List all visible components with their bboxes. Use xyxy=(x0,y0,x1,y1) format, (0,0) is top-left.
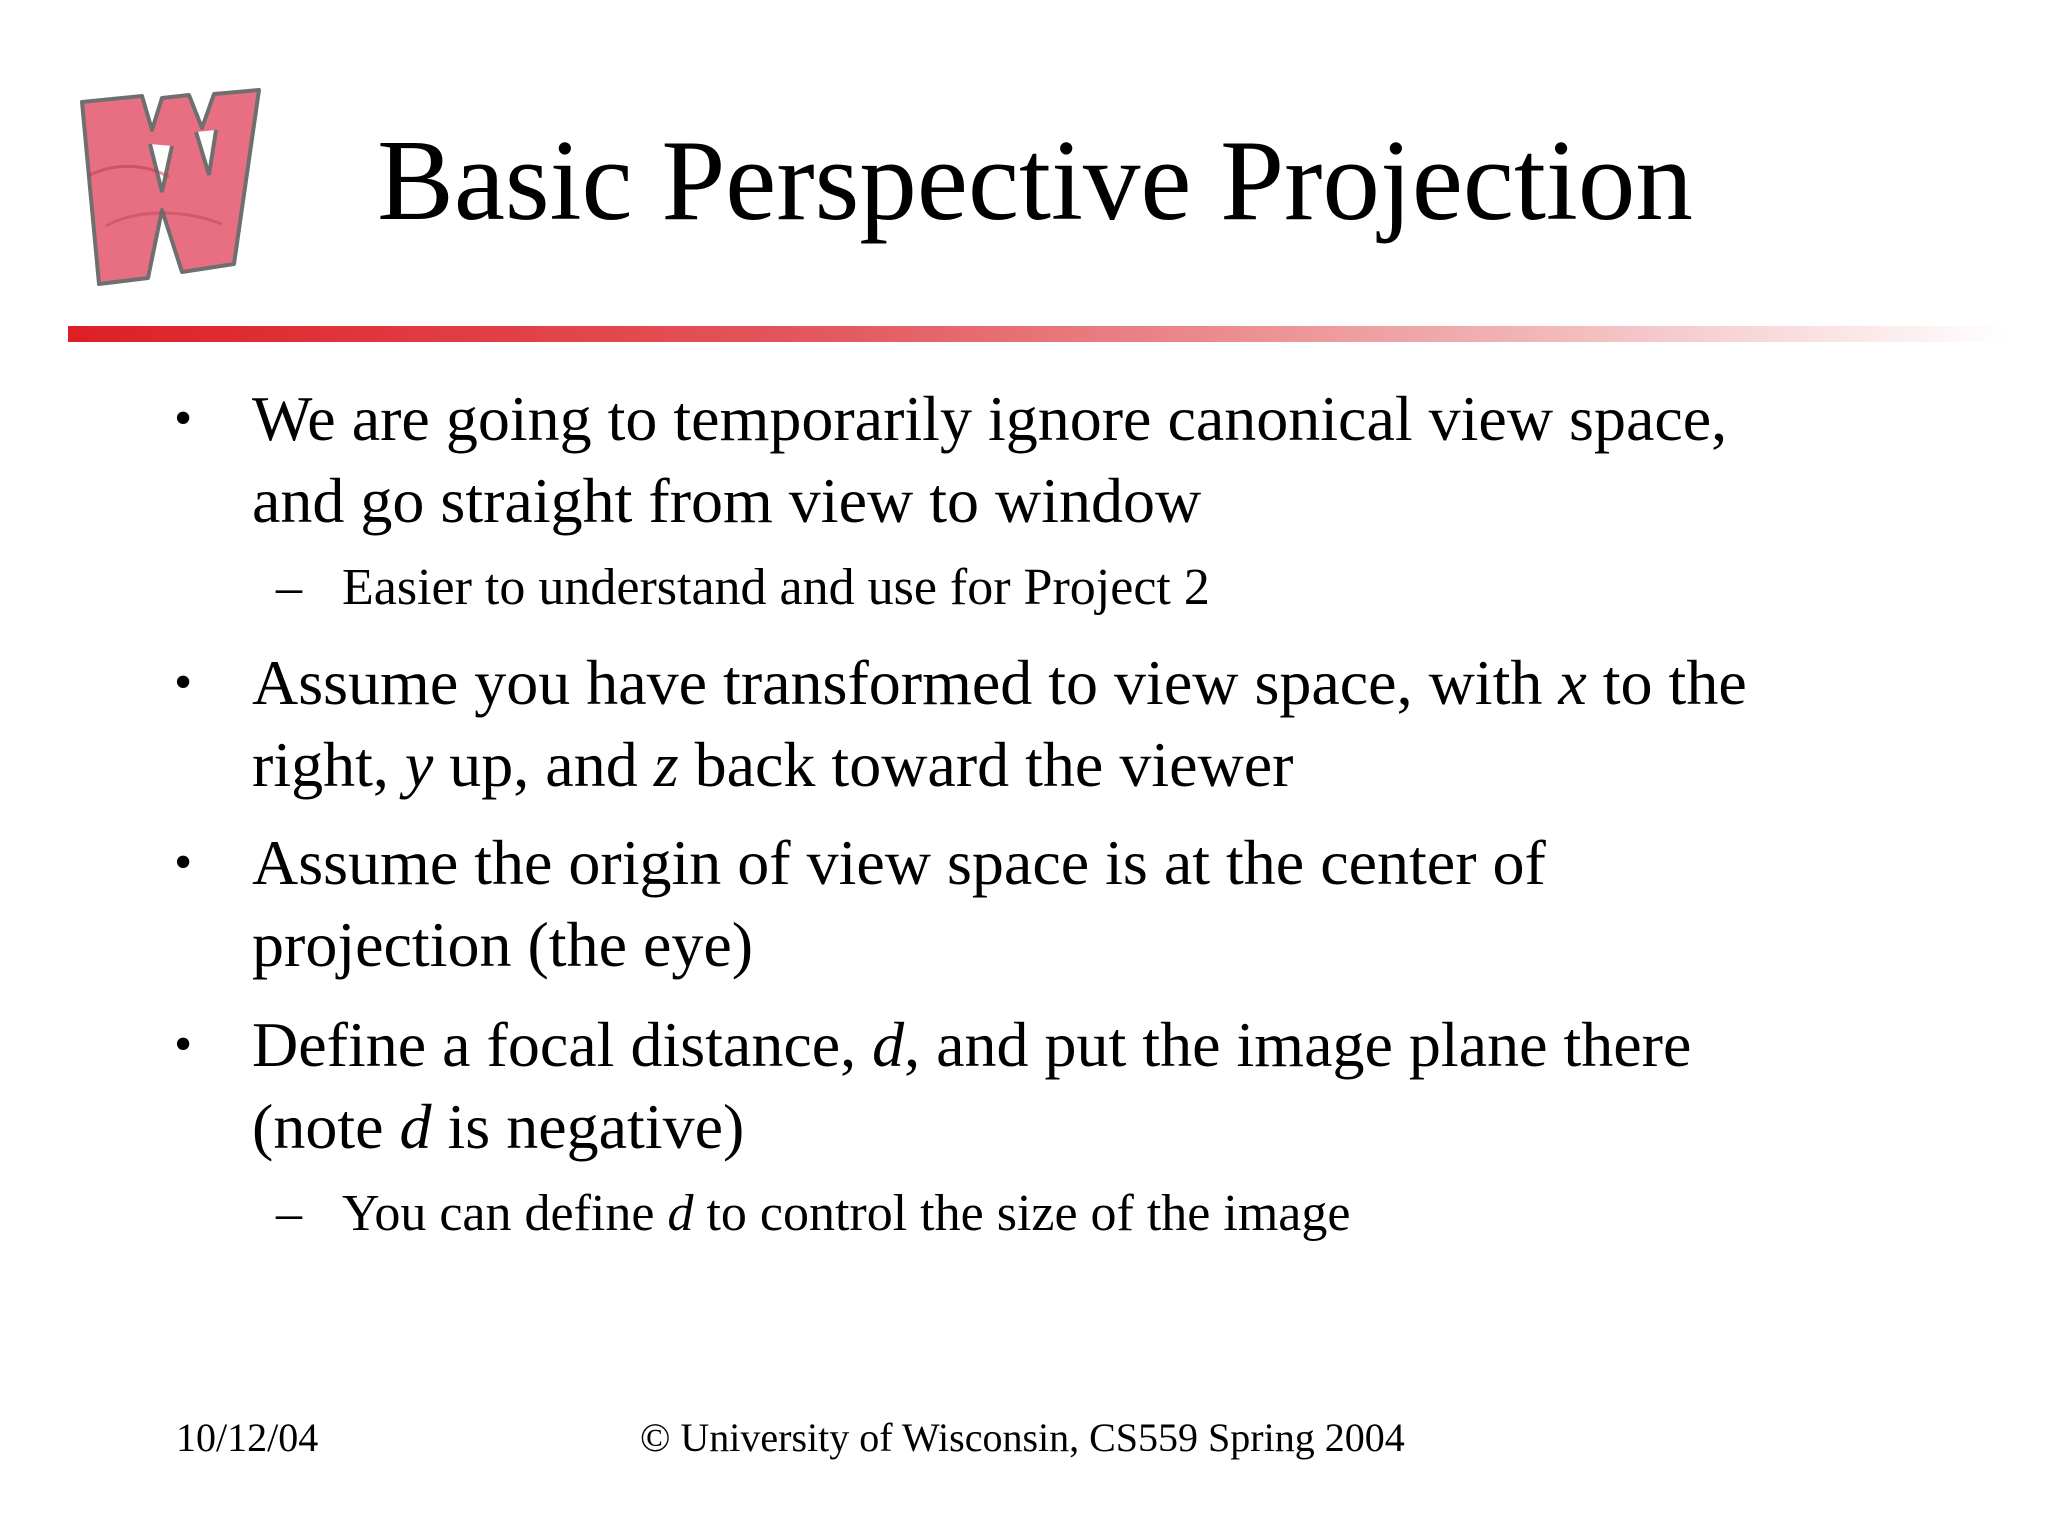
bullet-marker: • xyxy=(174,390,193,447)
bullet-item xyxy=(174,642,1912,806)
bullet-text: , and put the image plane there xyxy=(904,1009,1692,1080)
bullet-line: projection (the eye) xyxy=(252,909,754,980)
variable-d: d xyxy=(399,1091,432,1162)
bullet-text: Assume you have transformed to view space, with xyxy=(252,647,1559,718)
bullet-text: (note xyxy=(252,1091,400,1162)
slide-title: Basic Perspective Projection xyxy=(377,117,1693,244)
bullet-item xyxy=(174,1004,1912,1168)
variable-y: y xyxy=(404,729,434,800)
bullet-marker: • xyxy=(174,834,193,891)
bullet-text: back toward the viewer xyxy=(678,729,1294,800)
variable-z: z xyxy=(653,729,679,800)
sub-bullet-text: Easier to understand and use for Project 2 xyxy=(342,559,1210,616)
bullet-marker: • xyxy=(174,654,193,711)
sub-bullet-item xyxy=(276,1180,1842,1248)
footer-date: 10/12/04 xyxy=(176,1415,319,1460)
sub-bullet-marker: – xyxy=(276,1185,302,1242)
sub-bullet-text: to control the size of the image xyxy=(693,1185,1351,1242)
sub-bullet-item xyxy=(276,554,1842,622)
bullet-text: Define a focal distance, xyxy=(252,1009,873,1080)
variable-d: d xyxy=(872,1009,905,1080)
bullet-line: and go straight from view to window xyxy=(252,465,1202,536)
sub-bullet-text: You can define xyxy=(342,1185,668,1242)
bullet-item xyxy=(174,822,1912,986)
bullet-text: right, xyxy=(252,729,405,800)
bullet-text: is negative) xyxy=(431,1091,745,1162)
bullet-marker: • xyxy=(174,1016,193,1073)
variable-x: x xyxy=(1558,647,1587,718)
bullet-text: to the xyxy=(1586,647,1747,718)
bullet-text: up, and xyxy=(433,729,654,800)
bullet-item xyxy=(174,378,1912,542)
variable-d: d xyxy=(667,1185,694,1242)
sub-bullet-marker: – xyxy=(276,559,302,616)
bullet-line: Assume the origin of view space is at the center of xyxy=(252,827,1546,898)
footer-copyright: © University of Wisconsin, CS559 Spring 2004 xyxy=(640,1415,1405,1460)
bullet-line: We are going to temporarily ignore canonical view space, xyxy=(252,383,1728,454)
